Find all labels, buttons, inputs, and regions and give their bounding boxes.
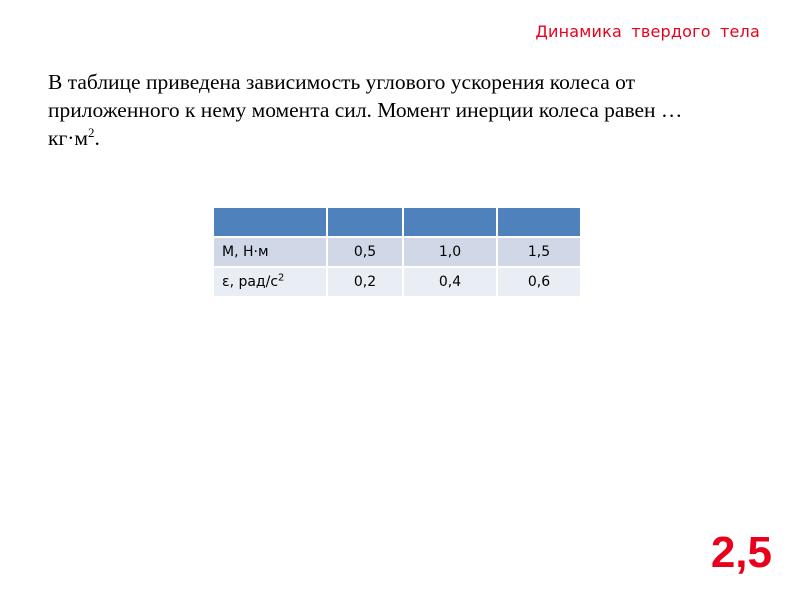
table-row-label <box>213 267 327 297</box>
table-cell: 0,6 <box>497 267 581 297</box>
table-cell: 1,5 <box>497 237 581 267</box>
table-row-torque <box>213 237 581 267</box>
table-row-acceleration <box>213 267 581 297</box>
table-cell: 0,5 <box>327 237 403 267</box>
table-cell: 0,4 <box>403 267 497 297</box>
table-header-row <box>213 207 581 237</box>
question-main: В таблице приведена зависимость углового ускорения колеса от приложенного к нему момента сил. Момент инерции колеса равен … кг·м <box>48 70 683 150</box>
table-header-cell <box>213 207 327 237</box>
table-cell: 1,0 <box>403 237 497 267</box>
row-label-text: M, Н·м <box>222 244 269 260</box>
table-header-cell <box>403 207 497 237</box>
question-unit-exponent: 2 <box>88 124 95 140</box>
answer-value: 2,5 <box>710 528 772 577</box>
row-label-text: ε, рад/с <box>222 274 279 290</box>
row-label-exponent: 2 <box>278 272 285 284</box>
table-row-label <box>213 237 327 267</box>
section-title: Динамика твердого тела <box>535 22 760 41</box>
data-table <box>212 206 582 298</box>
question-end: . <box>94 126 100 150</box>
table-header-cell <box>497 207 581 237</box>
table-header-cell <box>327 207 403 237</box>
table-cell: 0,2 <box>327 267 403 297</box>
question-text <box>48 68 688 152</box>
